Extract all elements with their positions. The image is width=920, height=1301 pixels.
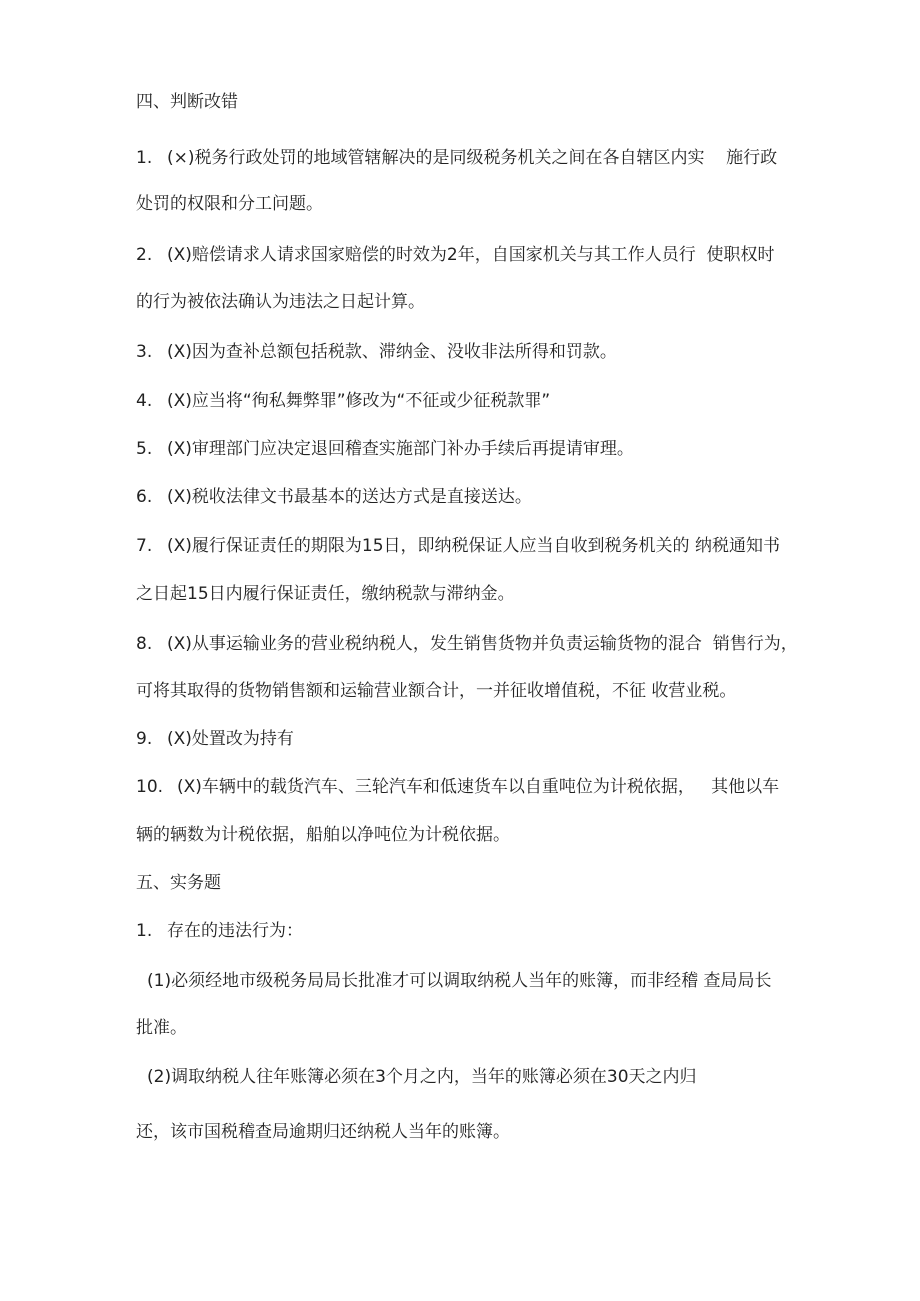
- paragraph-line: 批准。: [136, 1018, 187, 1038]
- item-number: 10.: [136, 777, 164, 797]
- item-number: 5.: [136, 439, 153, 459]
- item-number: 4.: [136, 391, 153, 411]
- item-number: 2.: [136, 245, 153, 265]
- item-text-line: (X)赔偿请求人请求国家赔偿的时效为2年，自国家机关与其工作人员行 使职权时: [167, 245, 775, 265]
- item-number: 8.: [136, 634, 153, 654]
- item-text-line: (X)从事运输业务的营业税纳税人，发生销售货物并负责运输货物的混合 销售行为，: [167, 634, 798, 654]
- item-number: 1.: [136, 148, 153, 168]
- paragraph-line: (1)必须经地市级税务局局长批准才可以调取纳税人当年的账簿，而非经稽 查局局长: [147, 971, 772, 991]
- item-number: 7.: [136, 536, 153, 556]
- item-number: 9.: [136, 729, 153, 749]
- item-number: 1.: [136, 921, 153, 941]
- item-text-line: 之日起15日内履行保证责任，缴纳税款与滞纳金。: [136, 584, 515, 604]
- item-text-line: (X)车辆中的载货汽车、三轮汽车和低速货车以自重吨位为计税依据， 其他以车: [177, 777, 780, 797]
- paragraph-line: 还，该市国税稽查局逾期归还纳税人当年的账簿。: [136, 1122, 510, 1142]
- item-text-line: (X)因为查补总额包括税款、滞纳金、没收非法所得和罚款。: [167, 342, 617, 362]
- item-text-line: 存在的违法行为：: [167, 921, 303, 941]
- section-heading-practice: 五、实务题: [136, 873, 221, 893]
- item-text-line: (X)应当将“徇私舞弊罪”修改为“不征或少征税款罪”: [167, 391, 551, 411]
- item-text-line: (X)税收法律文书最基本的送达方式是直接送达。: [167, 487, 532, 507]
- item-text-line: 可将其取得的货物销售额和运输营业额合计，一并征收增值税，不征 收营业税。: [136, 681, 737, 701]
- item-text-line: 处罚的权限和分工问题。: [136, 194, 323, 214]
- paragraph-line: (2)调取纳税人往年账簿必须在3个月之内，当年的账簿必须在30天之内归: [147, 1067, 697, 1087]
- section-heading-judgment: 四、判断改错: [136, 92, 238, 112]
- item-text-line: 的行为被依法确认为违法之日起计算。: [136, 292, 425, 312]
- item-text-line: (X)审理部门应决定退回稽查实施部门补办手续后再提请审理。: [167, 439, 634, 459]
- item-number: 3.: [136, 342, 153, 362]
- item-text-line: 辆的辆数为计税依据，船舶以净吨位为计税依据。: [136, 825, 510, 845]
- item-text-line: (X)处置改为持有: [167, 729, 294, 749]
- item-text-line: (×)税务行政处罚的地域管辖解决的是同级税务机关之间在各自辖区内实 施行政: [167, 148, 778, 168]
- item-number: 6.: [136, 487, 153, 507]
- item-text-line: (X)履行保证责任的期限为15日，即纳税保证人应当自收到税务机关的 纳税通知书: [167, 536, 780, 556]
